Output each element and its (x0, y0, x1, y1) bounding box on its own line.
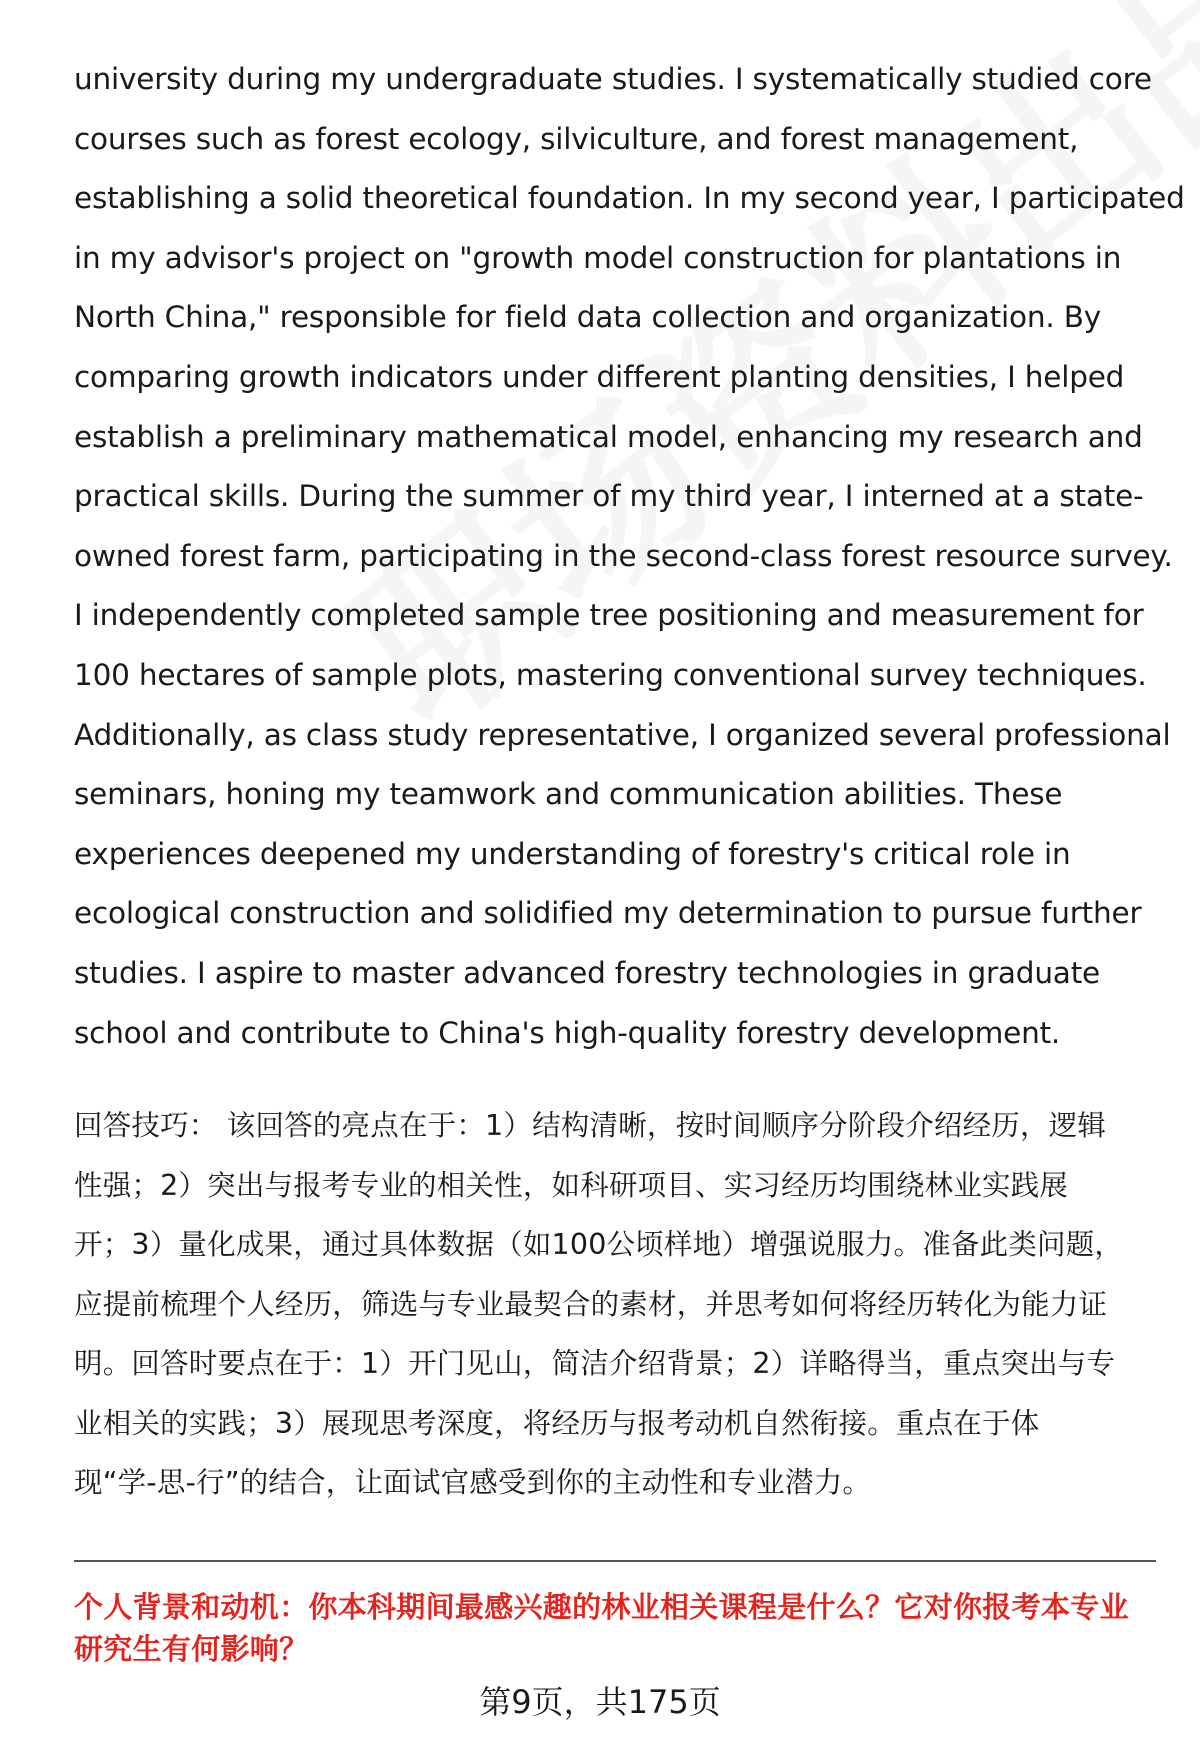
question-line: 个人背景和动机：你本科期间最感兴趣的林业相关课程是什么？它对你报考本专业 (74, 1590, 1129, 1624)
essay-paragraph (74, 50, 1185, 1063)
essay-line: school and contribute to China's high-quality forestry development. (74, 1015, 1061, 1050)
essay-line: comparing growth indicators under different planting densities, I helped (74, 359, 1125, 394)
tips-line: 回答技巧： 该回答的亮点在于：1）结构清晰，按时间顺序分阶段介绍经历，逻辑 (74, 1109, 1107, 1143)
next-question-heading (74, 1586, 1164, 1670)
tips-line: 业相关的实践；3）展现思考深度，将经历与报考动机自然衔接。重点在于体 (74, 1406, 1040, 1440)
section-divider (74, 1560, 1156, 1562)
question-line: 研究生有何影响？ (74, 1632, 309, 1666)
tips-line: 现“学-思-行”的结合，让面试官感受到你的主动性和专业潜力。 (74, 1466, 872, 1500)
tips-line: 开；3）量化成果，通过具体数据（如100公顷样地）增强说服力。准备此类问题， (74, 1228, 1124, 1262)
essay-line: experiences deepened my understanding of forestry's critical role in (74, 836, 1071, 871)
essay-line: practical skills. During the summer of my third year, I interned at a state- (74, 479, 1144, 514)
essay-line: Additionally, as class study representative, I organized several professional (74, 717, 1171, 752)
tips-line: 应提前梳理个人经历，筛选与专业最契合的素材，并思考如何将经历转化为能力证 (74, 1287, 1108, 1321)
essay-line: studies. I aspire to master advanced forestry technologies in graduate (74, 955, 1101, 990)
essay-line: I independently completed sample tree positioning and measurement for (74, 598, 1144, 633)
essay-line: ecological construction and solidified my determination to pursue further (74, 896, 1142, 931)
essay-line: North China," responsible for field data collection and organization. By (74, 300, 1102, 335)
essay-line: in my advisor's project on "growth model construction for plantations in (74, 240, 1122, 275)
essay-line: university during my undergraduate studies. I systematically studied core (74, 62, 1152, 96)
essay-line: establishing a solid theoretical foundation. In my second year, I participated (74, 181, 1185, 216)
essay-line: 100 hectares of sample plots, mastering conventional survey techniques. (74, 657, 1147, 692)
tips-line: 性强；2）突出与报考专业的相关性，如科研项目、实习经历均围绕林业实践展 (74, 1168, 1069, 1202)
page-number-footer: 第9页，共175页 (479, 1683, 721, 1721)
tips-line: 明。回答时要点在于：1）开门见山，简洁介绍背景；2）详略得当，重点突出与专 (74, 1347, 1116, 1381)
essay-line: establish a preliminary mathematical model, enhancing my research and (74, 419, 1143, 454)
essay-line: seminars, honing my teamwork and communication abilities. These (74, 777, 1063, 812)
page-content (74, 50, 1185, 1513)
essay-line: courses such as forest ecology, silviculture, and forest management, (74, 121, 1079, 156)
essay-line: owned forest farm, participating in the second-class forest resource survey. (74, 538, 1173, 573)
answer-tips-paragraph (74, 1096, 1156, 1513)
